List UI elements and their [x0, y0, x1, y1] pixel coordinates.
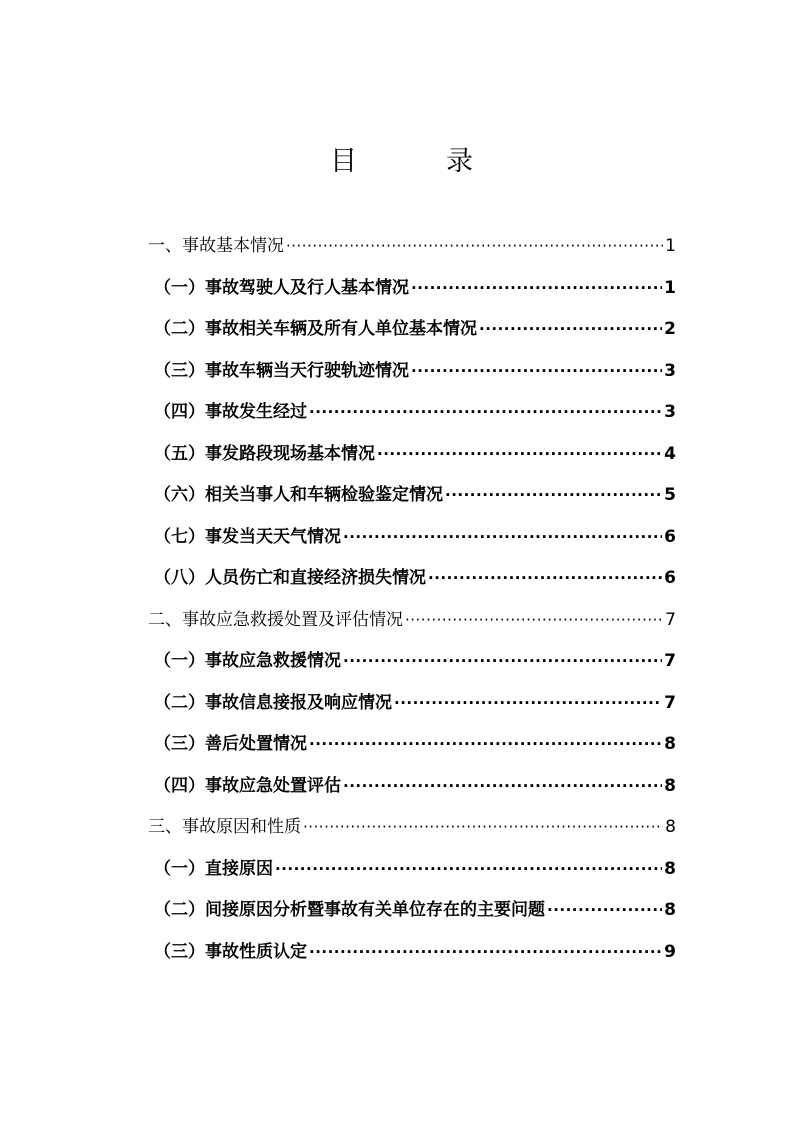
- toc-page-number: 1: [664, 277, 676, 298]
- toc-page-number: 3: [664, 360, 676, 381]
- toc-leader-dots: [275, 849, 662, 891]
- toc-leader-dots: [394, 683, 662, 725]
- toc-leader-dots: [445, 475, 662, 517]
- toc-page-number: 7: [664, 651, 676, 671]
- toc-entry-text: （七）事发当天天气情况: [154, 526, 341, 547]
- toc-leader-dots: [343, 641, 662, 683]
- toc-entry-text: 一、事故基本情况: [148, 236, 284, 256]
- toc-leader-dots: [547, 890, 662, 932]
- toc-leader-dots: [343, 766, 662, 808]
- toc-entry[interactable]: [154, 351, 676, 393]
- title-char: 目: [330, 146, 357, 177]
- toc-entry-text: （八）人员伤亡和直接经济损失情况: [154, 568, 426, 588]
- toc-entry-text: （六）相关当事人和车辆检验鉴定情况: [154, 485, 443, 505]
- toc-entry-text: （五）事发路段现场基本情况: [154, 443, 375, 464]
- toc-page-number: 8: [664, 858, 676, 879]
- toc-leader-dots: [343, 517, 662, 559]
- toc-page-number: 8: [665, 817, 676, 837]
- toc-entry-text: （一）事故驾驶人及行人基本情况: [154, 277, 409, 298]
- toc-page-number: 1: [665, 236, 676, 256]
- toc-leader-dots: [303, 807, 663, 849]
- toc-entry-text: （二）间接原因分析暨事故有关单位存在的主要问题: [154, 900, 545, 920]
- toc-entry-text: （三）事故车辆当天行驶轨迹情况: [154, 360, 409, 381]
- title-char: 录: [446, 146, 473, 177]
- toc-entry-text: 二、事故应急救援处置及评估情况: [148, 609, 403, 630]
- toc-leader-dots: [309, 932, 662, 974]
- toc-entry[interactable]: [154, 434, 676, 476]
- toc-page-number: 7: [665, 609, 676, 630]
- toc-entry-text: （四）事故发生经过: [154, 402, 307, 422]
- table-of-contents: [148, 226, 676, 973]
- toc-entry-text: （二）事故信息接报及响应情况: [154, 692, 392, 713]
- toc-page-number: 7: [664, 692, 676, 713]
- toc-leader-dots: [377, 434, 662, 476]
- toc-entry[interactable]: [154, 890, 676, 932]
- toc-entry[interactable]: [154, 475, 676, 517]
- toc-entry-text: （三）善后处置情况: [154, 734, 307, 754]
- toc-entry-text: 三、事故原因和性质: [148, 817, 301, 837]
- toc-page-number: 2: [664, 319, 676, 339]
- toc-entry[interactable]: [154, 724, 676, 766]
- toc-entry[interactable]: [154, 392, 676, 434]
- toc-entry[interactable]: [154, 849, 676, 891]
- toc-entry[interactable]: [154, 309, 676, 351]
- toc-entry[interactable]: [148, 226, 676, 268]
- toc-entry-text: （三）事故性质认定: [154, 941, 307, 962]
- toc-page-number: 8: [664, 900, 676, 920]
- toc-entry-text: （一）直接原因: [154, 858, 273, 879]
- toc-page-number: 9: [664, 941, 676, 962]
- toc-entry[interactable]: [154, 683, 676, 725]
- toc-entry[interactable]: [148, 600, 676, 642]
- toc-leader-dots: [286, 226, 663, 268]
- toc-leader-dots: [479, 309, 662, 351]
- toc-entry[interactable]: [154, 766, 676, 808]
- toc-page-number: 6: [664, 526, 676, 547]
- toc-entry[interactable]: [154, 932, 676, 974]
- toc-page-number: 8: [664, 734, 676, 754]
- toc-page-number: 3: [664, 402, 676, 422]
- toc-entry[interactable]: [154, 558, 676, 600]
- toc-page-number: 4: [664, 443, 676, 464]
- toc-entry[interactable]: [154, 641, 676, 683]
- toc-leader-dots: [428, 558, 662, 600]
- toc-leader-dots: [411, 268, 662, 310]
- toc-leader-dots: [411, 351, 662, 393]
- page-title: [0, 140, 793, 184]
- toc-page-number: 6: [664, 568, 676, 588]
- toc-entry-text: （二）事故相关车辆及所有人单位基本情况: [154, 319, 477, 339]
- toc-entry-text: （一）事故应急救援情况: [154, 651, 341, 671]
- toc-leader-dots: [309, 724, 662, 766]
- toc-leader-dots: [309, 392, 662, 434]
- toc-entry[interactable]: [148, 807, 676, 849]
- toc-page-number: 8: [664, 775, 676, 796]
- toc-entry[interactable]: [154, 268, 676, 310]
- toc-page-number: 5: [664, 485, 676, 505]
- toc-entry[interactable]: [154, 517, 676, 559]
- toc-entry-text: （四）事故应急处置评估: [154, 775, 341, 796]
- toc-leader-dots: [405, 600, 663, 642]
